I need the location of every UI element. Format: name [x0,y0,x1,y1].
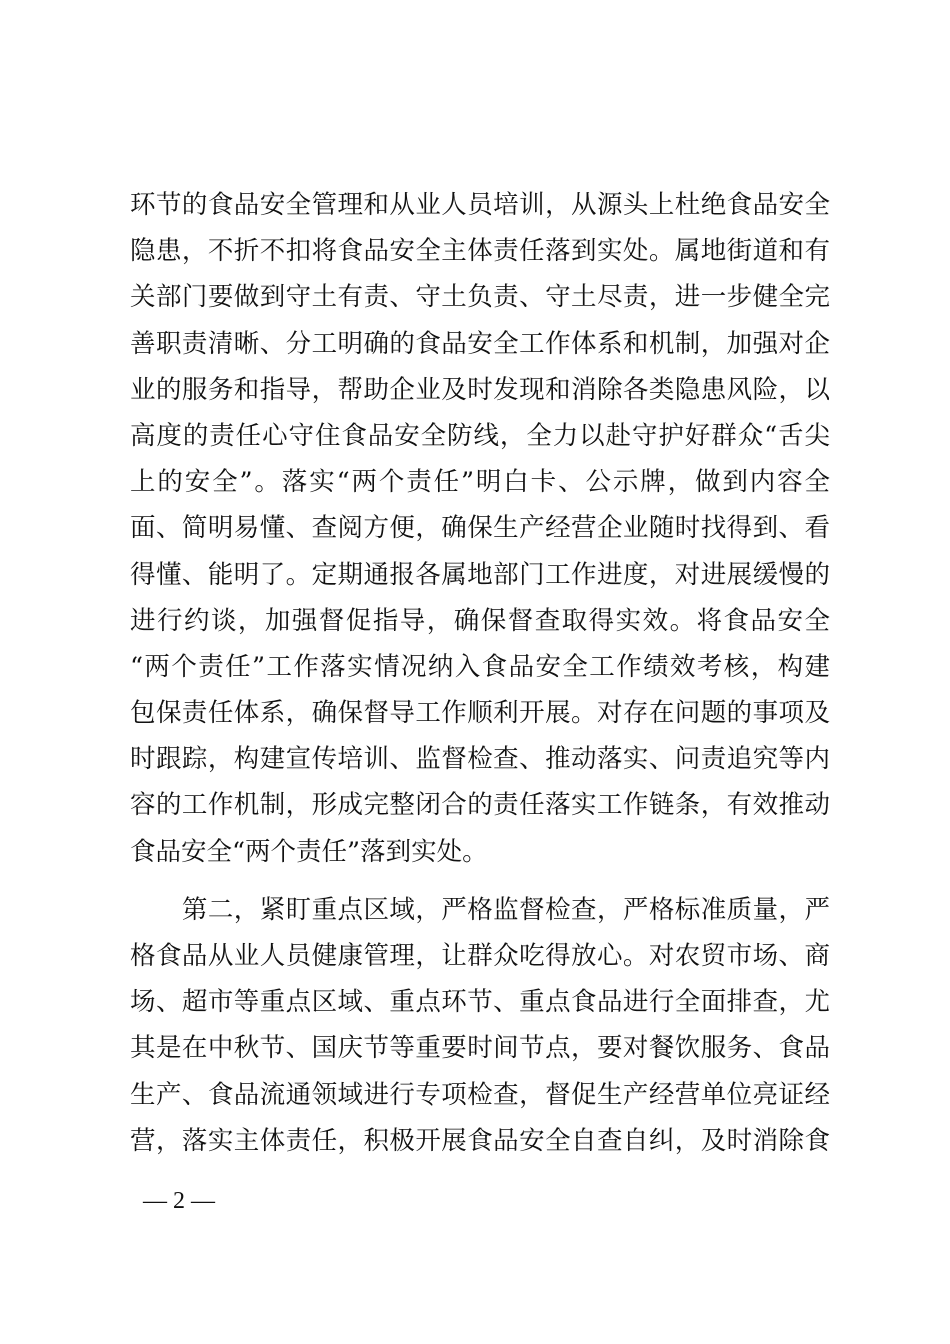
text-line: 环节的食品安全管理和从业人员培训，从源头上杜绝食品安全 [130,190,830,220]
text-line: 面、简明易懂、查阅方便，确保生产经营企业随时找得到、看 [130,513,830,544]
text-line: 隐患，不折不扣将食品安全主体责任落到实处。属地街道和有 [130,236,830,267]
text-line: 上的安全”。落实“两个责任”明白卡、公示牌，做到内容全 [130,467,830,498]
text-line: 食品安全“两个责任”落到实处。 [130,836,488,867]
text-line: 善职责清晰、分工明确的食品安全工作体系和机制，加强对企 [130,328,830,359]
text-line: 生产、食品流通领域进行专项检查，督促生产经营单位亮证经 [130,1079,830,1110]
text-line: 高度的责任心守住食品安全防线，全力以赴守护好群众“舌尖 [130,420,830,451]
text-line: 容的工作机制，形成完整闭合的责任落实工作链条，有效推动 [130,790,830,821]
text-line: 进行约谈，加强督促指导，确保督查取得实效。将食品安全 [130,605,830,636]
text-line: 时跟踪，构建宣传培训、监督检查、推动落实、问责追究等内 [130,744,830,775]
text-line: “两个责任”工作落实情况纳入食品安全工作绩效考核，构建 [130,651,830,682]
text-line: 其是在中秋节、国庆节等重要时间节点，要对餐饮服务、食品 [130,1033,830,1064]
text-line: 包保责任体系，确保督导工作顺利开展。对存在问题的事项及 [130,698,830,729]
text-line: 第二，紧盯重点区域，严格监督检查，严格标准质量，严 [130,894,830,925]
page-number: — 2 — [143,1188,215,1214]
text-line: 营，落实主体责任，积极开展食品安全自查自纠，及时消除食 [130,1125,830,1156]
text-line: 业的服务和指导，帮助企业及时发现和消除各类隐患风险，以 [130,374,830,405]
paragraph-gap [130,875,830,887]
text-line: 格食品从业人员健康管理，让群众吃得放心。对农贸市场、商 [130,941,830,971]
text-line: 得懂、能明了。定期通报各属地部门工作进度，对进展缓慢的 [130,559,830,590]
document-body [130,182,830,1164]
text-line: 场、超市等重点区域、重点环节、重点食品进行全面排查，尤 [130,987,830,1018]
text-line: 关部门要做到守土有责、守土负责、守土尽责，进一步健全完 [130,282,830,313]
